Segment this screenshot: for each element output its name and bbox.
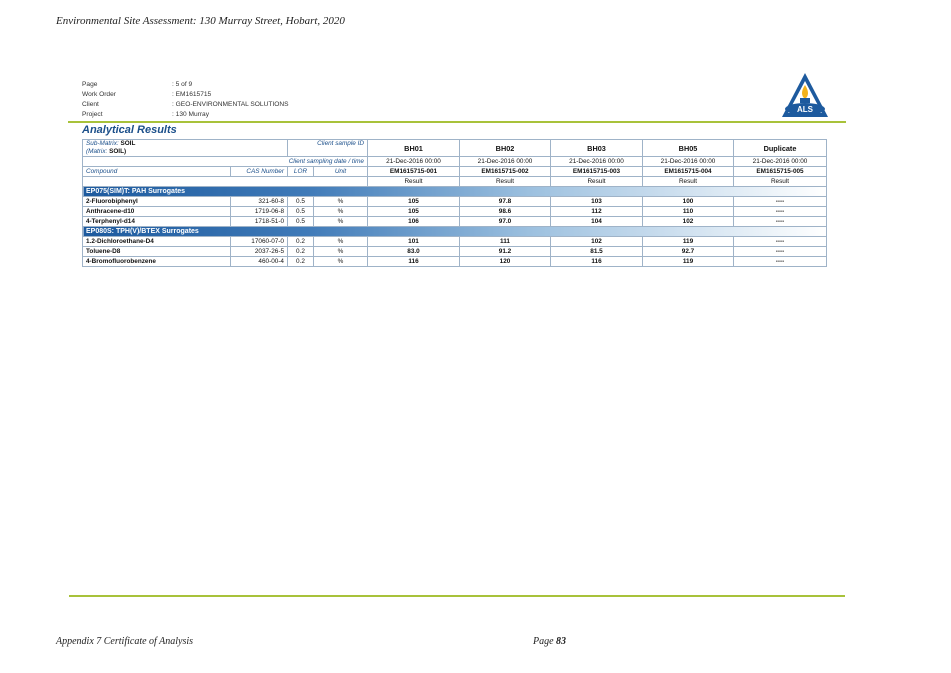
result-label: Result [734,177,827,187]
result-value: 119 [643,237,734,247]
lor-value: 0.2 [288,247,314,257]
cas-number: 1718-51-0 [231,217,288,227]
cas-number: 321-60-8 [231,197,288,207]
compound-name: 2-Fluorobiphenyl [83,197,231,207]
sampling-date-row [83,157,827,167]
col-compound: Compound [83,167,231,177]
result-value: 110 [643,207,734,217]
compound-name: Anthracene-d10 [83,207,231,217]
result-value: 111 [460,237,551,247]
meta-label: Page [82,81,98,88]
column-header-row [83,167,827,177]
result-value: 116 [551,257,643,267]
result-value: 100 [643,197,734,207]
table-row [83,207,827,217]
sample-id: BH01 [368,140,460,157]
results-table [82,139,827,267]
meta-value: : 130 Murray [172,111,210,118]
matrix-cell [83,140,288,157]
page-number: 83 [556,636,567,647]
lor-value: 0.5 [288,197,314,207]
compound-name: Toluene-D8 [83,247,231,257]
unit-value: % [314,257,368,267]
lor-value: 0.2 [288,257,314,267]
meta-label: Client [82,101,99,108]
section-header [83,227,827,237]
footer-rule [69,595,845,597]
result-value: ---- [734,257,827,267]
cas-number: 460-00-4 [231,257,288,267]
cas-number: 1719-06-8 [231,207,288,217]
col-unit: Unit [314,167,368,177]
cas-number: 17060-07-0 [231,237,288,247]
blank-cell [83,177,368,187]
als-logo-icon [780,71,830,121]
compound-name: 4-Terphenyl-d14 [83,217,231,227]
result-value: 102 [551,237,643,247]
result-value: 104 [551,217,643,227]
result-label: Result [551,177,643,187]
client-sampling-label: Client sampling date / time [83,157,368,167]
meta-label: Work Order [82,91,116,98]
result-value: ---- [734,237,827,247]
result-label-row [83,177,827,187]
result-value: 97.0 [460,217,551,227]
sampling-date: 21-Dec-2016 00:00 [734,157,827,167]
result-value: 119 [643,257,734,267]
col-cas: CAS Number [231,167,288,177]
table-row [83,197,827,207]
matrix-value: SOIL) [109,148,127,155]
section-title: EP080S: TPH(V)/BTEX Surrogates [83,227,827,237]
sample-id: BH03 [551,140,643,157]
result-value: 116 [368,257,460,267]
lab-id: EM1615715-003 [551,167,643,177]
meta-row-work-order [82,90,289,100]
result-value: 97.8 [460,197,551,207]
meta-row-project [82,110,289,120]
report-meta [82,80,289,120]
result-label: Result [643,177,734,187]
lab-id: EM1615715-002 [460,167,551,177]
header-rule [68,121,846,123]
meta-value: : 5 of 9 [172,81,193,88]
compound-name: 4-Bromofluorobenzene [83,257,231,267]
col-lor: LOR [288,167,314,177]
result-value: 102 [643,217,734,227]
matrix-label: (Matrix: [86,148,110,155]
document-header: Environmental Site Assessment: 130 Murray Street, Hobart, 2020 [56,15,345,27]
result-value: ---- [734,207,827,217]
sampling-date: 21-Dec-2016 00:00 [368,157,460,167]
table-row [83,237,827,247]
table-row [83,247,827,257]
meta-label: Project [82,111,103,118]
cas-number: 2037-26-5 [231,247,288,257]
lab-id: EM1615715-005 [734,167,827,177]
result-value: ---- [734,217,827,227]
result-label: Result [460,177,551,187]
result-value: 81.5 [551,247,643,257]
result-value: 120 [460,257,551,267]
result-value: 83.0 [368,247,460,257]
unit-value: % [314,197,368,207]
unit-value: % [314,207,368,217]
sub-matrix-value: SOIL [120,140,136,147]
unit-value: % [314,247,368,257]
lor-value: 0.5 [288,217,314,227]
result-value: 101 [368,237,460,247]
result-value: 106 [368,217,460,227]
unit-value: % [314,237,368,247]
meta-value: : EM1615715 [172,91,212,98]
sampling-date: 21-Dec-2016 00:00 [643,157,734,167]
sample-id: BH05 [643,140,734,157]
result-value: 98.6 [460,207,551,217]
sampling-date: 21-Dec-2016 00:00 [460,157,551,167]
result-value: 105 [368,207,460,217]
lab-id: EM1615715-001 [368,167,460,177]
meta-row-client [82,100,289,110]
svg-text:ALS: ALS [797,105,813,114]
meta-value: : GEO-ENVIRONMENTAL SOLUTIONS [172,101,289,108]
section-title: EP075(SIM)T: PAH Surrogates [83,187,827,197]
report-title: Analytical Results [82,124,177,136]
document-footer-left: Appendix 7 Certificate of Analysis [56,636,194,647]
table-row [83,217,827,227]
result-value: 103 [551,197,643,207]
sample-id: BH02 [460,140,551,157]
result-value: 91.2 [460,247,551,257]
unit-value: % [314,217,368,227]
client-sample-id-label: Client sample ID [288,140,368,157]
result-value: 92.7 [643,247,734,257]
result-value: ---- [734,197,827,207]
sampling-date: 21-Dec-2016 00:00 [551,157,643,167]
sample-id-row [83,140,827,157]
lor-value: 0.2 [288,237,314,247]
result-label: Result [368,177,460,187]
page-prefix: Page [533,636,557,647]
result-value: 112 [551,207,643,217]
compound-name: 1.2-Dichloroethane-D4 [83,237,231,247]
meta-row-page [82,80,289,90]
result-value: ---- [734,247,827,257]
result-value: 105 [368,197,460,207]
document-page-number [533,636,566,647]
sample-id: Duplicate [734,140,827,157]
lor-value: 0.5 [288,207,314,217]
lab-id: EM1615715-004 [643,167,734,177]
sub-matrix-label: Sub-Matrix: [86,140,121,147]
section-header [83,187,827,197]
table-row [83,257,827,267]
